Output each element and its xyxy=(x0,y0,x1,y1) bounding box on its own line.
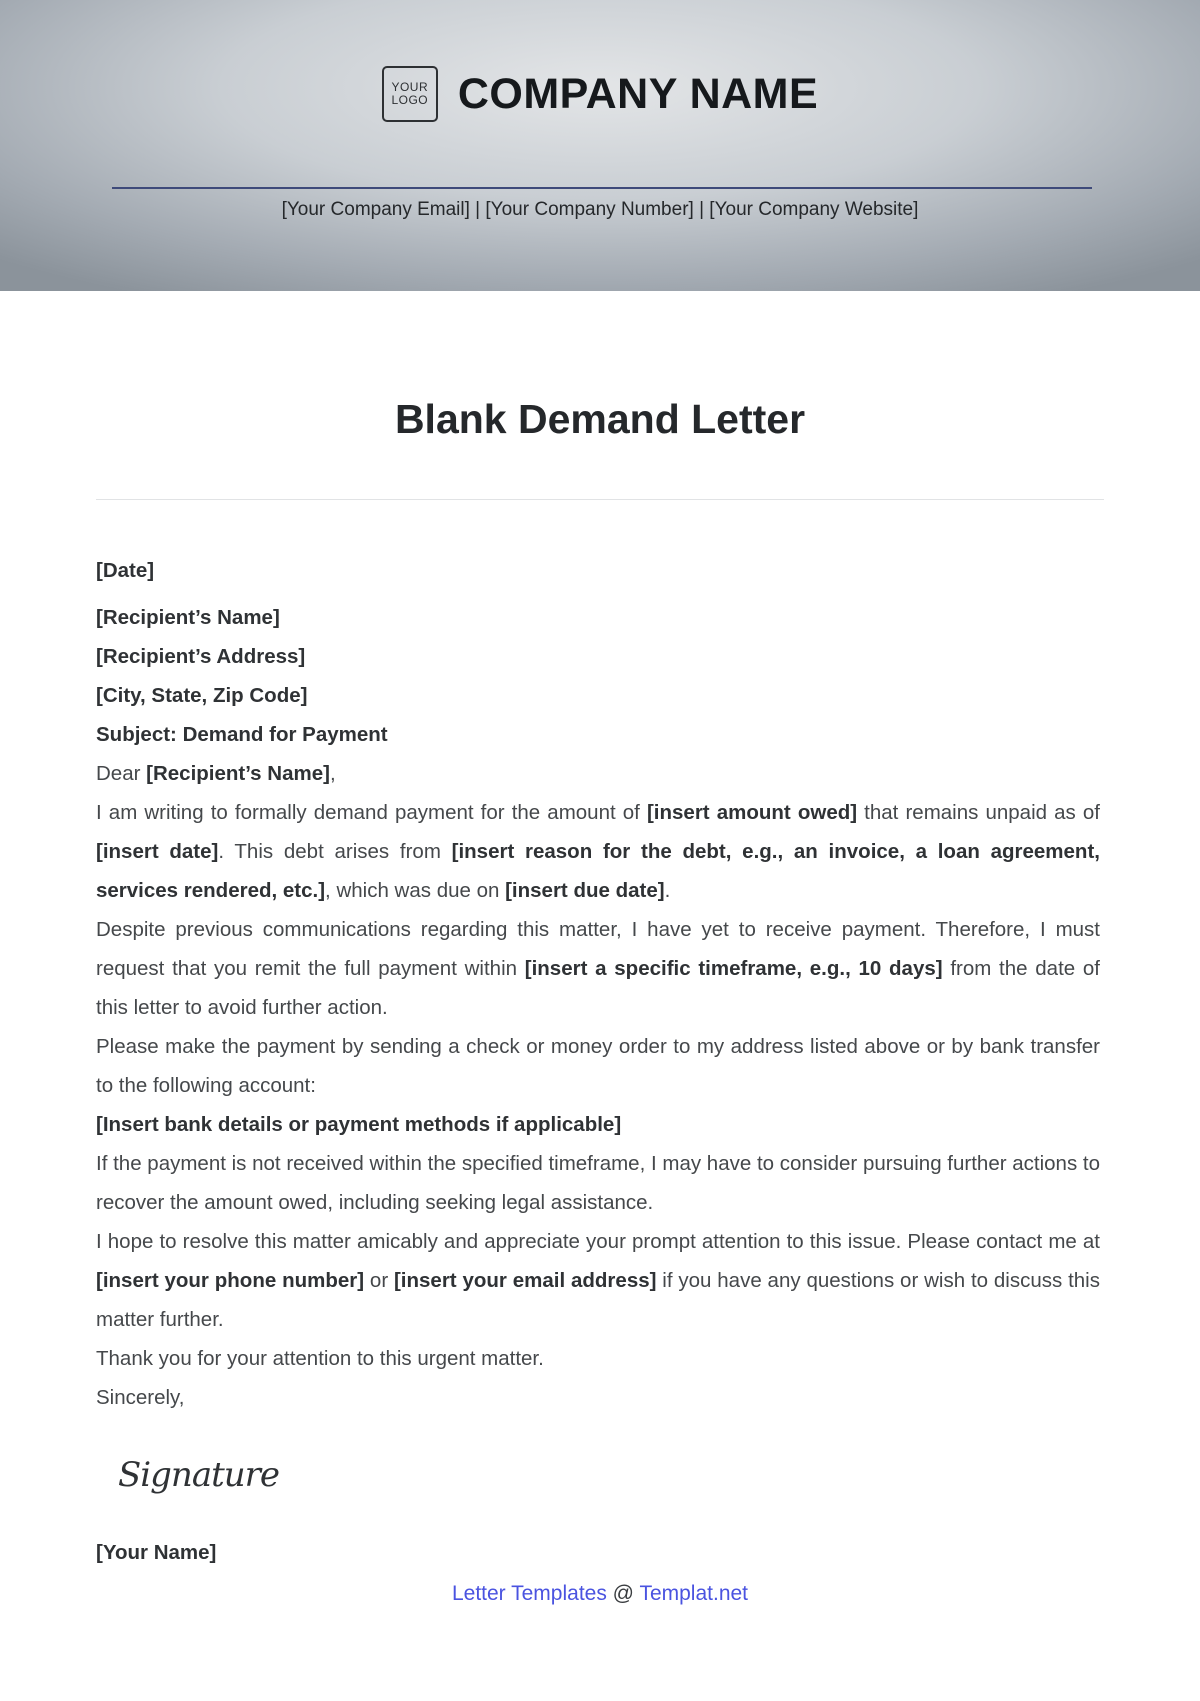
footer-credit xyxy=(0,1582,1200,1606)
logo-text-line1: YOUR xyxy=(391,80,429,94)
recipient-address-line: [Recipient’s Address] xyxy=(96,645,306,668)
paragraph-further-action: If the payment is not received within the specified timeframe, I may have to consider pursuing further actions to recover the amount owed, including seeking legal assistance. xyxy=(96,1152,1100,1214)
signature: Signature xyxy=(118,1455,280,1495)
document-title: Blank Demand Letter xyxy=(394,396,806,442)
bank-details: [Insert bank details or payment methods if applicable] xyxy=(96,1113,622,1136)
paragraph-thanks: Thank you for your attention to this urgent matter. xyxy=(96,1347,544,1370)
paragraph-contact: I hope to resolve this matter amicably and appreciate your prompt attention to this issue. Please contact me at [insert your phone number] or [insert your email address] if you have any questions or wish to discuss this matter further. xyxy=(96,1230,1100,1331)
company-contact-line: [Your Company Email] | [Your Company Number] | [Your Company Website] xyxy=(281,199,919,220)
letter-body xyxy=(96,551,1100,1417)
logo-text-line2: LOGO xyxy=(391,93,429,107)
recipient-city-line: [City, State, Zip Code] xyxy=(96,684,308,707)
salutation: Dear [Recipient’s Name], xyxy=(96,762,336,785)
brand xyxy=(0,66,1200,122)
subject-line: Subject: Demand for Payment xyxy=(96,723,388,746)
recipient-name-line: [Recipient’s Name] xyxy=(96,606,280,629)
paragraph-payment-method: Please make the payment by sending a check or money order to my address listed above or by bank transfer to the following account: xyxy=(96,1035,1100,1097)
sender-name: [Your Name] xyxy=(96,1541,217,1564)
closing: Sincerely, xyxy=(96,1386,185,1409)
footer-separator: @ xyxy=(606,1582,640,1605)
letterhead xyxy=(0,0,1200,291)
letter-date: [Date] xyxy=(96,559,155,582)
logo-placeholder xyxy=(382,66,438,122)
header-divider xyxy=(112,187,1092,189)
company-name: COMPANY NAME xyxy=(457,69,819,118)
paragraph-timeframe: Despite previous communications regarding this matter, I have yet to receive payment. Therefore, I must request that you remit the full payment within [insert a specific timeframe, e.g., 10 days] from the date of this letter to avoid further action. xyxy=(96,918,1101,1019)
title-divider xyxy=(96,499,1104,500)
templat-net-link[interactable]: Templat.net xyxy=(639,1582,749,1605)
paragraph-demand: I am writing to formally demand payment for the amount of [insert amount owed] that remains unpaid as of [insert date]. This debt arises from [insert reason for the debt, e.g., an invoice, a loan agreement, services rendered, etc.], which was due on [insert due date]. xyxy=(96,801,1100,902)
letter-templates-link[interactable]: Letter Templates xyxy=(451,1582,607,1605)
